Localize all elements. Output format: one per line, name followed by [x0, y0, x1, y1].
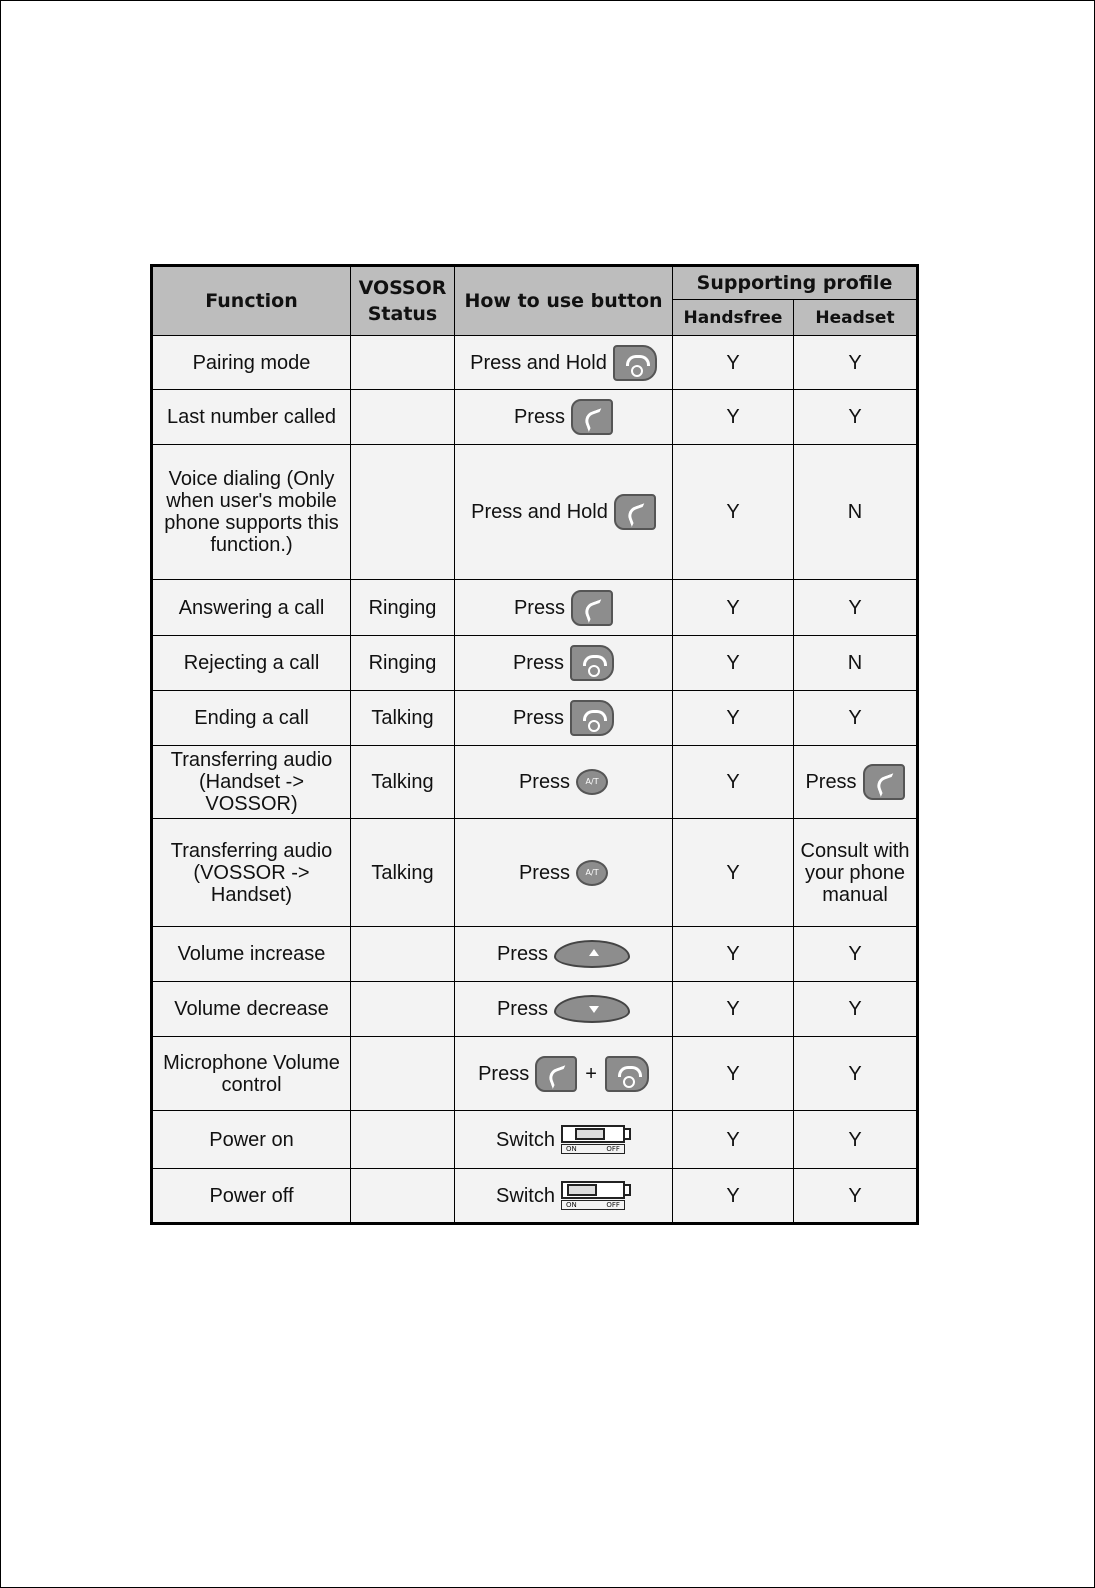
end-call-button-icon	[613, 345, 657, 381]
cell-function: Volume increase	[152, 927, 351, 982]
cell-how	[455, 1037, 673, 1111]
how-text: Press	[496, 943, 549, 965]
cell-function: Volume decrease	[152, 982, 351, 1037]
cell-function: Ending a call	[152, 691, 351, 746]
cell-how	[455, 1169, 673, 1224]
cell-handsfree: Y	[673, 390, 794, 445]
cell-how	[455, 927, 673, 982]
how-text: Press	[513, 596, 566, 619]
table-row	[152, 691, 918, 746]
end-call-button-icon	[570, 645, 614, 681]
cell-handsfree: Y	[673, 746, 794, 819]
call-button-icon	[614, 494, 656, 530]
cell-function: Transferring audio (VOSSOR -> Handset)	[152, 819, 351, 927]
how-text: Press and Hold	[470, 351, 607, 374]
cell-status: Ringing	[351, 580, 455, 636]
how-text: Press	[518, 771, 571, 793]
cell-status	[351, 336, 455, 390]
volume-up-button-icon	[554, 940, 630, 968]
cell-handsfree: Y	[673, 927, 794, 982]
cell-function: Last number called	[152, 390, 351, 445]
cell-headset: Y	[794, 580, 918, 636]
cell-handsfree: Y	[673, 580, 794, 636]
cell-function: Power on	[152, 1111, 351, 1169]
table-row	[152, 1111, 918, 1169]
table-row	[152, 445, 918, 580]
cell-status: Ringing	[351, 636, 455, 691]
cell-handsfree: Y	[673, 1037, 794, 1111]
table-row	[152, 1169, 918, 1224]
cell-how	[455, 445, 673, 580]
cell-function: Answering a call	[152, 580, 351, 636]
cell-handsfree: Y	[673, 691, 794, 746]
cell-status	[351, 1037, 455, 1111]
cell-function: Rejecting a call	[152, 636, 351, 691]
cell-status	[351, 982, 455, 1037]
cell-how	[455, 982, 673, 1037]
audio-transfer-button-icon: A/T	[576, 769, 608, 795]
table-row	[152, 982, 918, 1037]
cell-how	[455, 691, 673, 746]
cell-function: Voice dialing (Only when user's mobile phone supports this function.)	[152, 445, 351, 580]
cell-function: Power off	[152, 1169, 351, 1224]
call-button-icon	[571, 590, 613, 626]
call-button-icon	[863, 764, 905, 800]
call-button-icon	[571, 399, 613, 435]
cell-handsfree: Y	[673, 445, 794, 580]
cell-headset: Y	[794, 1169, 918, 1224]
table-row	[152, 746, 918, 819]
cell-handsfree: Y	[673, 982, 794, 1037]
volume-down-button-icon	[554, 995, 630, 1023]
cell-headset: Y	[794, 982, 918, 1037]
table-row	[152, 927, 918, 982]
cell-handsfree: Y	[673, 1111, 794, 1169]
cell-headset	[794, 746, 918, 819]
cell-headset: Y	[794, 336, 918, 390]
header-function: Function	[152, 266, 351, 336]
how-text: Press and Hold	[471, 501, 608, 523]
cell-headset: Y	[794, 390, 918, 445]
cell-how	[455, 746, 673, 819]
table-row	[152, 580, 918, 636]
how-text: Press	[512, 652, 565, 674]
table-row	[152, 336, 918, 390]
cell-headset: Y	[794, 927, 918, 982]
cell-handsfree: Y	[673, 636, 794, 691]
cell-status	[351, 1169, 455, 1224]
table-row	[152, 390, 918, 445]
cell-how	[455, 580, 673, 636]
cell-function: Pairing mode	[152, 336, 351, 390]
headset-text: Press	[805, 771, 857, 793]
table-row	[152, 1037, 918, 1111]
how-text: Press	[518, 861, 571, 884]
cell-status: Talking	[351, 819, 455, 927]
how-text: Press	[496, 998, 549, 1020]
header-status: VOSSOR Status	[351, 266, 455, 336]
cell-how	[455, 336, 673, 390]
header-headset: Headset	[794, 300, 918, 336]
table-row	[152, 819, 918, 927]
cell-function: Transferring audio (Handset -> VOSSOR)	[152, 746, 351, 819]
end-call-button-icon	[570, 700, 614, 736]
header-how: How to use button	[455, 266, 673, 336]
cell-status	[351, 1111, 455, 1169]
how-text: Switch	[496, 1128, 555, 1151]
cell-headset: Y	[794, 1111, 918, 1169]
plus-sign: +	[585, 1062, 597, 1085]
cell-headset: Y	[794, 691, 918, 746]
cell-headset: Y	[794, 1037, 918, 1111]
cell-headset: Consult with your phone manual	[794, 819, 918, 927]
cell-handsfree: Y	[673, 1169, 794, 1224]
cell-headset: N	[794, 636, 918, 691]
cell-status	[351, 927, 455, 982]
cell-how	[455, 636, 673, 691]
how-text: Switch	[496, 1184, 555, 1207]
cell-status: Talking	[351, 746, 455, 819]
power-switch-off-icon: ON OFF	[561, 1181, 631, 1211]
cell-status: Talking	[351, 691, 455, 746]
cell-handsfree: Y	[673, 819, 794, 927]
cell-status	[351, 390, 455, 445]
power-switch-on-icon: ON OFF	[561, 1125, 631, 1155]
header-handsfree: Handsfree	[673, 300, 794, 336]
cell-how	[455, 1111, 673, 1169]
cell-headset: N	[794, 445, 918, 580]
how-text: Press	[478, 1062, 530, 1085]
cell-function: Microphone Volume control	[152, 1037, 351, 1111]
table-row	[152, 636, 918, 691]
how-text: Press	[513, 406, 566, 428]
audio-transfer-button-icon: A/T	[576, 860, 608, 886]
end-call-button-icon	[605, 1056, 649, 1092]
cell-status	[351, 445, 455, 580]
cell-how	[455, 819, 673, 927]
cell-how	[455, 390, 673, 445]
cell-handsfree: Y	[673, 336, 794, 390]
header-profile: Supporting profile	[673, 266, 918, 300]
call-button-icon	[535, 1056, 577, 1092]
function-table	[150, 264, 919, 1225]
how-text: Press	[512, 707, 565, 729]
